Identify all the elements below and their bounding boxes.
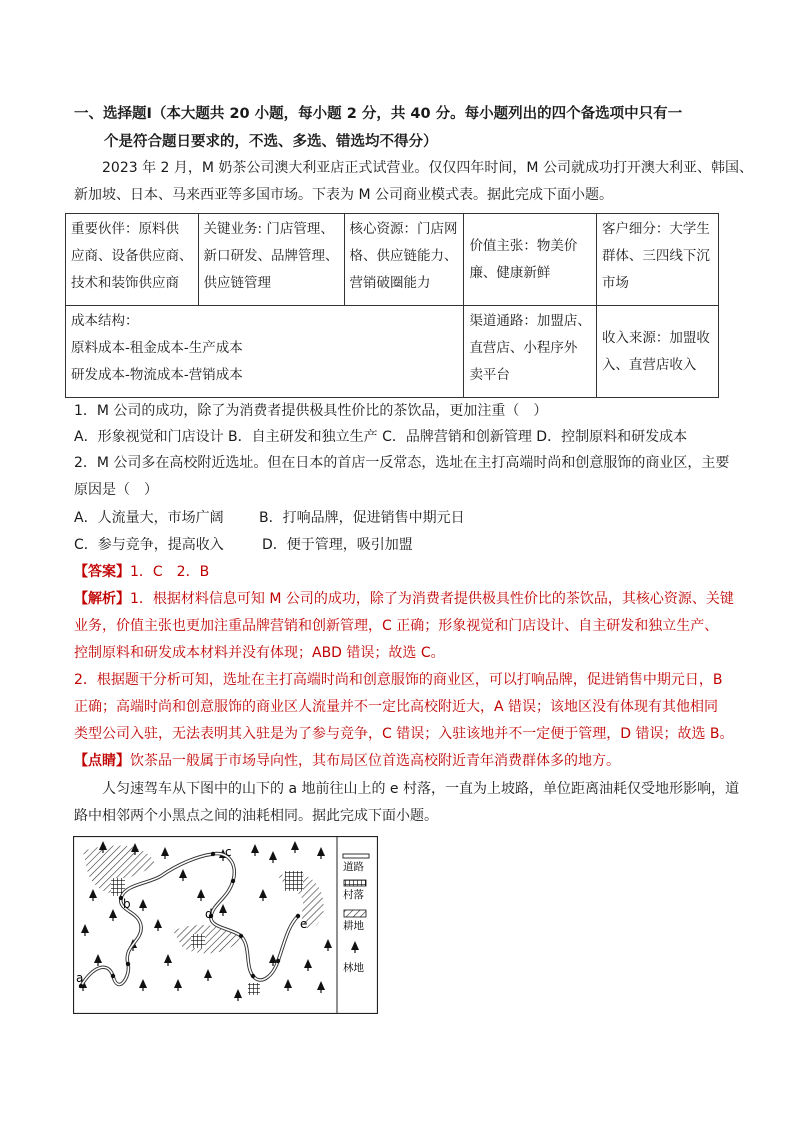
section-title-line1: 一、选择题Ⅰ（本大题共 20 小题，每小题 2 分，共 40 分。每小题列出的四个备选项中只有一: [74, 106, 683, 122]
passage1-line1: 2023 年 2 月，M 奶茶公司澳大利亚店正式试营业。仅仅四年时间，M 公司就成功打开澳大利亚、韩国、: [102, 160, 753, 176]
tip-line: [74, 751, 620, 771]
point-label-c: c: [225, 845, 232, 859]
analysis-line1: 【解析】1．根据材料信息可知 M 公司的成功，除了为消费者提供极具性价比的茶饮品，其核心资源、关键: [74, 591, 734, 607]
cell-key-activities: 关键业务: 门店管理、 新口研发、品牌管理、 供应链管理: [198, 214, 344, 306]
cell-key-partners: 重要伙伴：原料供 应商、设备供应商、 技术和装饰供应商: [66, 214, 199, 306]
legend-road: 道路: [343, 861, 364, 873]
tip-tag: 【点睛】: [74, 753, 130, 769]
tip-text: 饮茶品一般属于市场导向性，其布局区位首选高校附近青年消费群体多的地方。: [130, 753, 620, 769]
legend-farmland: 耕地: [343, 920, 364, 932]
analysis-line4: 2．根据题干分析可知，选址在主打高端时尚和创意服饰的商业区，可以打响品牌，促进销售中期元日，B: [74, 672, 723, 688]
business-model-table: [65, 213, 719, 398]
q1-stem: 1．M 公司的成功，除了为消费者提供极具性价比的茶饮品，更加注重（ ）: [74, 403, 548, 419]
cell-customer-segments: 客户细分：大学生 群体、三四线下沉 市场: [596, 214, 718, 306]
analysis-line2: 业务，价值主张也更加注重品牌营销和创新管理，C 正确；形象视觉和门店设计、自主研发和独立生产、: [74, 618, 719, 634]
terrain-map: [73, 836, 378, 1014]
q2-stem-line2: 原因是（ ）: [74, 482, 158, 498]
q2-option-a: A．人流量大，市场广阔: [74, 510, 224, 526]
section-title-line2: 个是符合题日要求的，不选、多选、错选均不得分）: [104, 134, 438, 150]
point-label-d: d: [205, 907, 213, 921]
answer-tag: 【答案】: [74, 564, 130, 580]
legend-forest: 林地: [343, 962, 364, 974]
q1-options: A．形象视觉和门店设计 B．自主研发和独立生产 C．品牌营销和创新管理 D．控制原料和研发成本: [74, 429, 688, 445]
point-label-e: e: [300, 917, 308, 931]
village-e: [285, 871, 303, 891]
cell-revenue-streams: 收入来源：加盟收 入、直营店收入: [596, 306, 718, 398]
analysis-tag: 【解析】: [74, 591, 130, 607]
village: [248, 983, 260, 995]
cell-cost-structure: 成本结构： 原料成本-租金成本-生产成本 研发成本-物流成本-营销成本: [66, 306, 464, 398]
cell-key-resources: 核心资源：门店网 格、供应链能力、 营销破圈能力: [344, 214, 464, 306]
cell-value-proposition: 价值主张：物美价 廉、健康新鲜: [464, 214, 597, 306]
answer-text: 1．C 2．B: [130, 564, 210, 580]
analysis-line6: 类型公司入驻，无法表明其入驻是为了参与竞争，C 错误；入驻该地并不一定便于管理，D 错误；故选 B。: [74, 726, 734, 742]
point-label-b: b: [123, 897, 131, 911]
q2-option-b: B．打响品牌，促进销售中期元日: [259, 510, 465, 526]
answer-line: [74, 562, 209, 582]
q2-option-c: C．参与竞争，提高收入: [74, 537, 224, 553]
passage2-line2: 路中相邻两个小黑点之间的油耗相同。据此完成下面小题。: [74, 808, 438, 824]
q2-stem-line1: 2．M 公司多在高校附近选址。但在日本的首店一反常态，选址在主打高端时尚和创意服饰的商业区，主要: [74, 455, 730, 471]
point-label-a: a: [76, 971, 84, 985]
analysis-line3: 控制原料和研发成本材料并没有体现；ABD 错误；故选 C。: [74, 645, 445, 661]
analysis-line5: 正确；高端时尚和创意服饰的商业区人流量并不一定比高校附近大，A 错误；该地区没有体现有其他相同: [74, 699, 719, 715]
village-d: [191, 934, 205, 948]
legend-village: 村落: [343, 889, 364, 901]
q2-option-d: D．便于管理，吸引加盟: [262, 537, 413, 553]
cell-channels: 渠道通路：加盟店、 直营店、小程序外 卖平台: [464, 306, 597, 398]
passage1-line2: 新加坡、日本、马来西亚等多国市场。下表为 M 公司商业模式表。据此完成下面小题。: [74, 187, 613, 203]
passage2-line1: 人匀速驾车从下图中的山下的 a 地前往山上的 e 村落，一直为上坡路，单位距离油耗仅受地形影响，道: [102, 781, 739, 797]
